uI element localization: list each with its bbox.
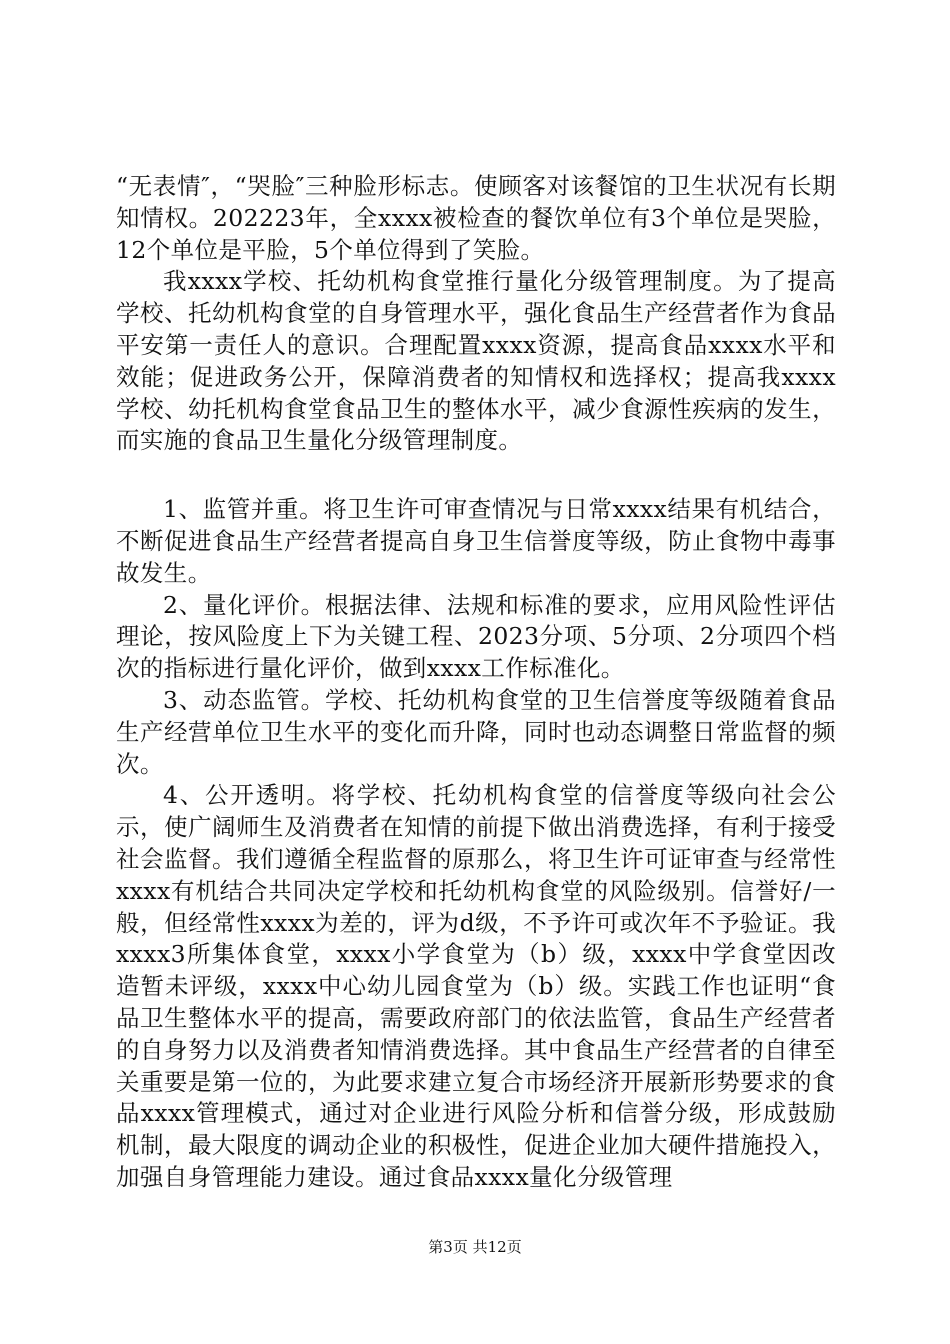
paragraph-continuation: “无表情″，“哭脸″三种脸形标志。使顾客对该餐馆的卫生状况有长期知情权。202223年，全xxxx被检查的餐饮单位有3个单位是哭脸，12个单位是平脸，5个单位得到了笑脸。 <box>116 172 836 264</box>
document-body <box>116 171 836 1194</box>
paragraph-item-1: 1、监管并重。将卫生许可审查情况与日常xxxx结果有机结合，不断促进食品生产经营者提高自身卫生信誉度等级，防止食物中毒事故发生。 <box>116 495 836 587</box>
page-footer: 第3页 共12页 <box>428 1238 522 1256</box>
paragraph-item-4: 4、公开透明。将学校、托幼机构食堂的信誉度等级向社会公示，使广阔师生及消费者在知情的前提下做出消费选择，有利于接受社会监督。我们遵循全程监督的原那么，将卫生许可证审查与经常性xxxx有机结合共同决定学校和托幼机构食堂的风险级别。信誉好/一般，但经常性xxxx为差的，评为d级，不予许可或次年不予验证。我xxxx3所集体食堂，xxxx小学食堂为（b）级，xxxx中学食堂因改造暂未评级，xxxx中心幼儿园食堂为（b）级。实践工作也证明“食品卫生整体水平的提高，需要政府部门的依法监管，食品生产经营者的自身努力以及消费者知情消费选择。其中食品生产经营者的自律至关重要是第一位的，为此要求建立复合市场经济开展新形势要求的食品xxxx管理模式，通过对企业进行风险分析和信誉分级，形成鼓励机制，最大限度的调动企业的积极性，促进企业加大硬件措施投入，加强自身管理能力建设。通过食品xxxx量化分级管理 <box>116 781 836 1191</box>
paragraph-intro: 我xxxx学校、托幼机构食堂推行量化分级管理制度。为了提高学校、托幼机构食堂的自身管理水平，强化食品生产经营者作为食品平安第一责任人的意识。合理配置xxxx资源，提高食品xxxx水平和效能；促进政务公开，保障消费者的知情权和选择权；提高我xxxx学校、幼托机构食堂食品卫生的整体水平，减少食源性疾病的发生，而实施的食品卫生量化分级管理制度。 <box>116 267 836 455</box>
paragraph-item-3: 3、动态监管。学校、托幼机构食堂的卫生信誉度等级随着食品生产经营单位卫生水平的变化而升降，同时也动态调整日常监督的频次。 <box>116 685 836 778</box>
paragraph-item-2: 2、量化评价。根据法律、法规和标准的要求，应用风险性评估理论，按风险度上下为关键工程、2023分项、5分项、2分项四个档次的指标进行量化评价，做到xxxx工作标准化。 <box>116 590 836 683</box>
paragraph-gap <box>116 457 836 494</box>
